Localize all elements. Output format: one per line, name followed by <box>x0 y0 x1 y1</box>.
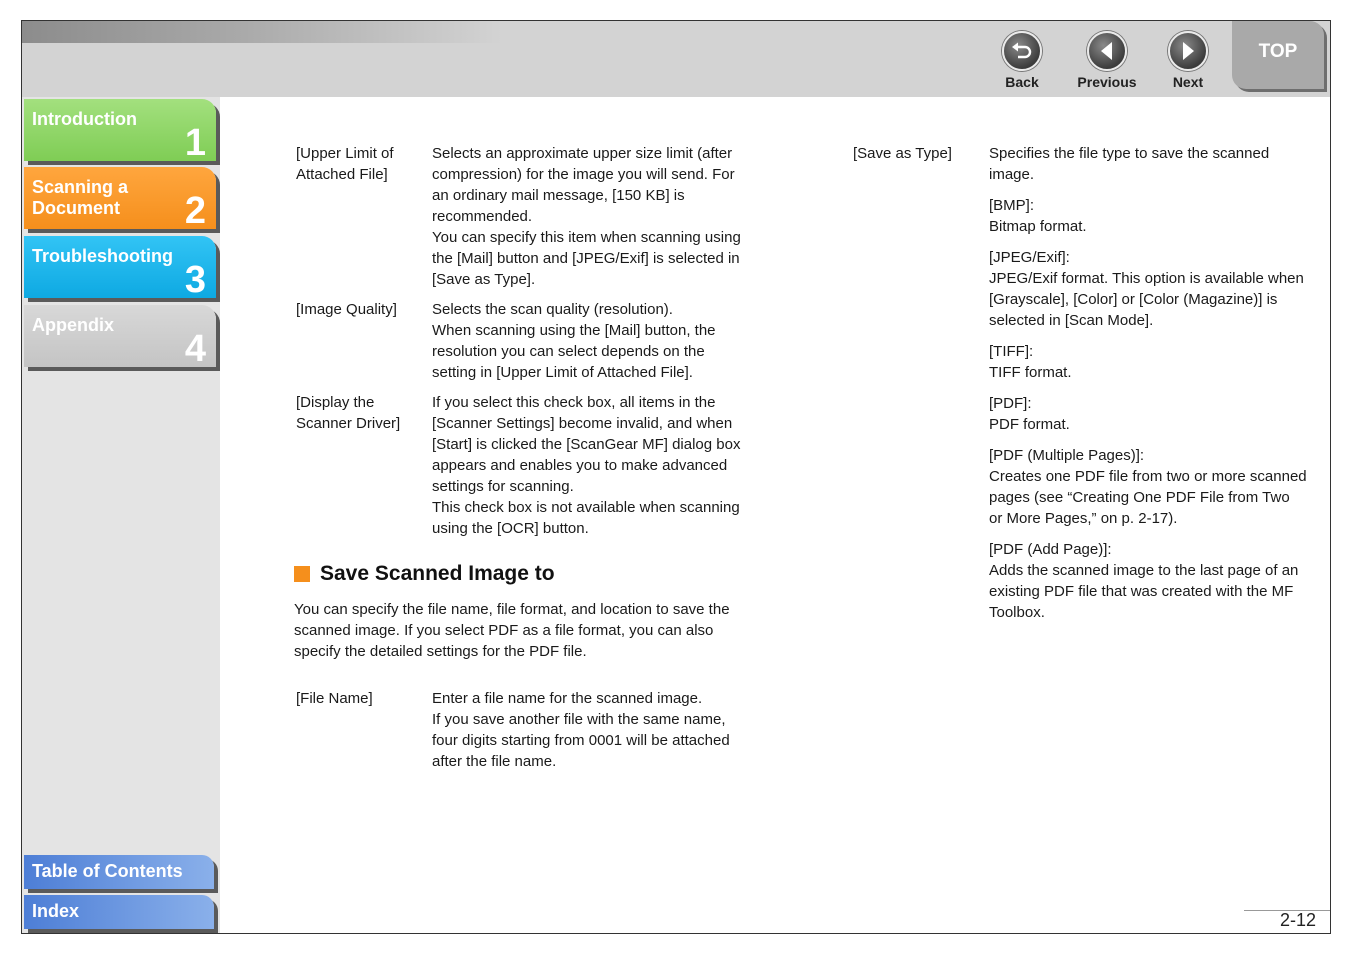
top-button[interactable]: TOP <box>1232 21 1324 89</box>
page-number: 2-12 <box>1279 910 1316 930</box>
option-desc: Bitmap format. <box>989 218 1087 235</box>
option-desc: PDF format. <box>989 416 1070 433</box>
chapter-number: 2 <box>184 190 206 229</box>
table-of-contents-button[interactable]: Table of Contents <box>24 855 214 889</box>
chapter-title: Introduction <box>32 109 137 129</box>
section-intro: You can specify the file name, file format, and location to save the scanned image. If you select PDF as a file format, you can also specify the detailed settings for the PDF file. <box>294 601 730 660</box>
previous-label: Previous <box>1077 74 1137 90</box>
back-button[interactable] <box>987 31 1057 93</box>
chapter-title: Scanning a Document <box>32 177 129 218</box>
setting-desc <box>432 299 752 383</box>
previous-icon <box>1087 31 1127 71</box>
setting-desc <box>989 143 1307 633</box>
desc-line: You can specify this item when scanning using the [Mail] button and [JPEG/Exif] is selected in [Save as Type]. <box>432 229 741 288</box>
index-button[interactable]: Index <box>24 895 214 929</box>
desc-line: Enter a file name for the scanned image. <box>432 690 703 707</box>
chapter-tab-troubleshooting[interactable] <box>24 236 216 298</box>
chapter-tab-scanning[interactable] <box>24 167 216 229</box>
setting-desc <box>432 143 752 290</box>
chapter-number: 1 <box>184 122 206 161</box>
previous-button[interactable] <box>1072 31 1142 93</box>
setting-term: [Image Quality] <box>296 301 397 318</box>
next-icon <box>1168 31 1208 71</box>
save-type-intro: Specifies the file type to save the scanned image. <box>989 145 1270 183</box>
option-tiff <box>989 341 1307 383</box>
option-name: [PDF (Multiple Pages)]: <box>989 447 1145 464</box>
desc-line: Selects an approximate upper size limit (after compression) for the image you will send. For an ordinary mail message, [150 KB] is recommended. <box>432 145 735 225</box>
setting-term: [File Name] <box>296 690 373 707</box>
option-name: [TIFF]: <box>989 343 1034 360</box>
option-bmp <box>989 195 1307 237</box>
option-name: [BMP]: <box>989 197 1035 214</box>
header-gradient <box>22 21 502 43</box>
setting-desc <box>432 392 752 539</box>
setting-term: [Display the Scanner Driver] <box>296 394 401 432</box>
desc-line: If you select this check box, all items in the [Scanner Settings] become invalid, and when [Start] is clicked the [ScanGear MF] dialog box appears and enables you to make advanced settings for scanning. <box>432 394 741 495</box>
header-bar <box>22 21 1330 97</box>
chapter-number: 3 <box>184 259 206 298</box>
section-heading <box>294 563 555 584</box>
option-pdf-add-page <box>989 539 1307 623</box>
chapter-tab-introduction[interactable] <box>24 99 216 161</box>
manual-page <box>21 20 1331 934</box>
desc-line: If you save another file with the same name, four digits starting from 0001 will be attached after the file name. <box>432 711 730 770</box>
option-name: [PDF]: <box>989 395 1032 412</box>
option-desc: Adds the scanned image to the last page of an existing PDF file that was created with the MF Toolbox. <box>989 562 1299 621</box>
chapter-title: Appendix <box>32 315 115 335</box>
orange-square-icon <box>294 566 310 582</box>
option-pdf <box>989 393 1307 435</box>
next-button[interactable] <box>1153 31 1223 93</box>
next-label: Next <box>1172 74 1204 90</box>
chapter-title: Troubleshooting <box>32 246 173 266</box>
option-name: [PDF (Add Page)]: <box>989 541 1112 558</box>
desc-line: This check box is not available when scanning using the [OCR] button. <box>432 499 740 537</box>
chapter-number: 4 <box>184 328 206 367</box>
section-title-text: Save Scanned Image to <box>320 562 555 585</box>
setting-term: [Save as Type] <box>853 145 952 162</box>
chapter-tab-appendix[interactable] <box>24 305 216 367</box>
page-content <box>220 97 1330 934</box>
option-desc: Creates one PDF file from two or more scanned pages (see “Creating One PDF File from Two or More Pages,” on p. 2-17). <box>989 468 1307 527</box>
option-jpeg <box>989 247 1307 331</box>
option-desc: JPEG/Exif format. This option is available when [Grayscale], [Color] or [Color (Magazine)] is selected in [Scan Mode]. <box>989 270 1304 329</box>
option-pdf-multiple <box>989 445 1307 529</box>
setting-term: [Upper Limit of Attached File] <box>296 145 394 183</box>
option-name: [JPEG/Exif]: <box>989 249 1070 266</box>
back-label: Back <box>1005 74 1039 90</box>
back-icon <box>1002 31 1042 71</box>
sidebar <box>22 97 220 934</box>
setting-desc <box>432 688 752 772</box>
option-desc: TIFF format. <box>989 364 1072 381</box>
desc-line: Selects the scan quality (resolution). <box>432 301 673 318</box>
top-tab <box>1232 21 1330 97</box>
desc-line: When scanning using the [Mail] button, the resolution you can select depends on the setting in [Upper Limit of Attached File]. <box>432 322 716 381</box>
